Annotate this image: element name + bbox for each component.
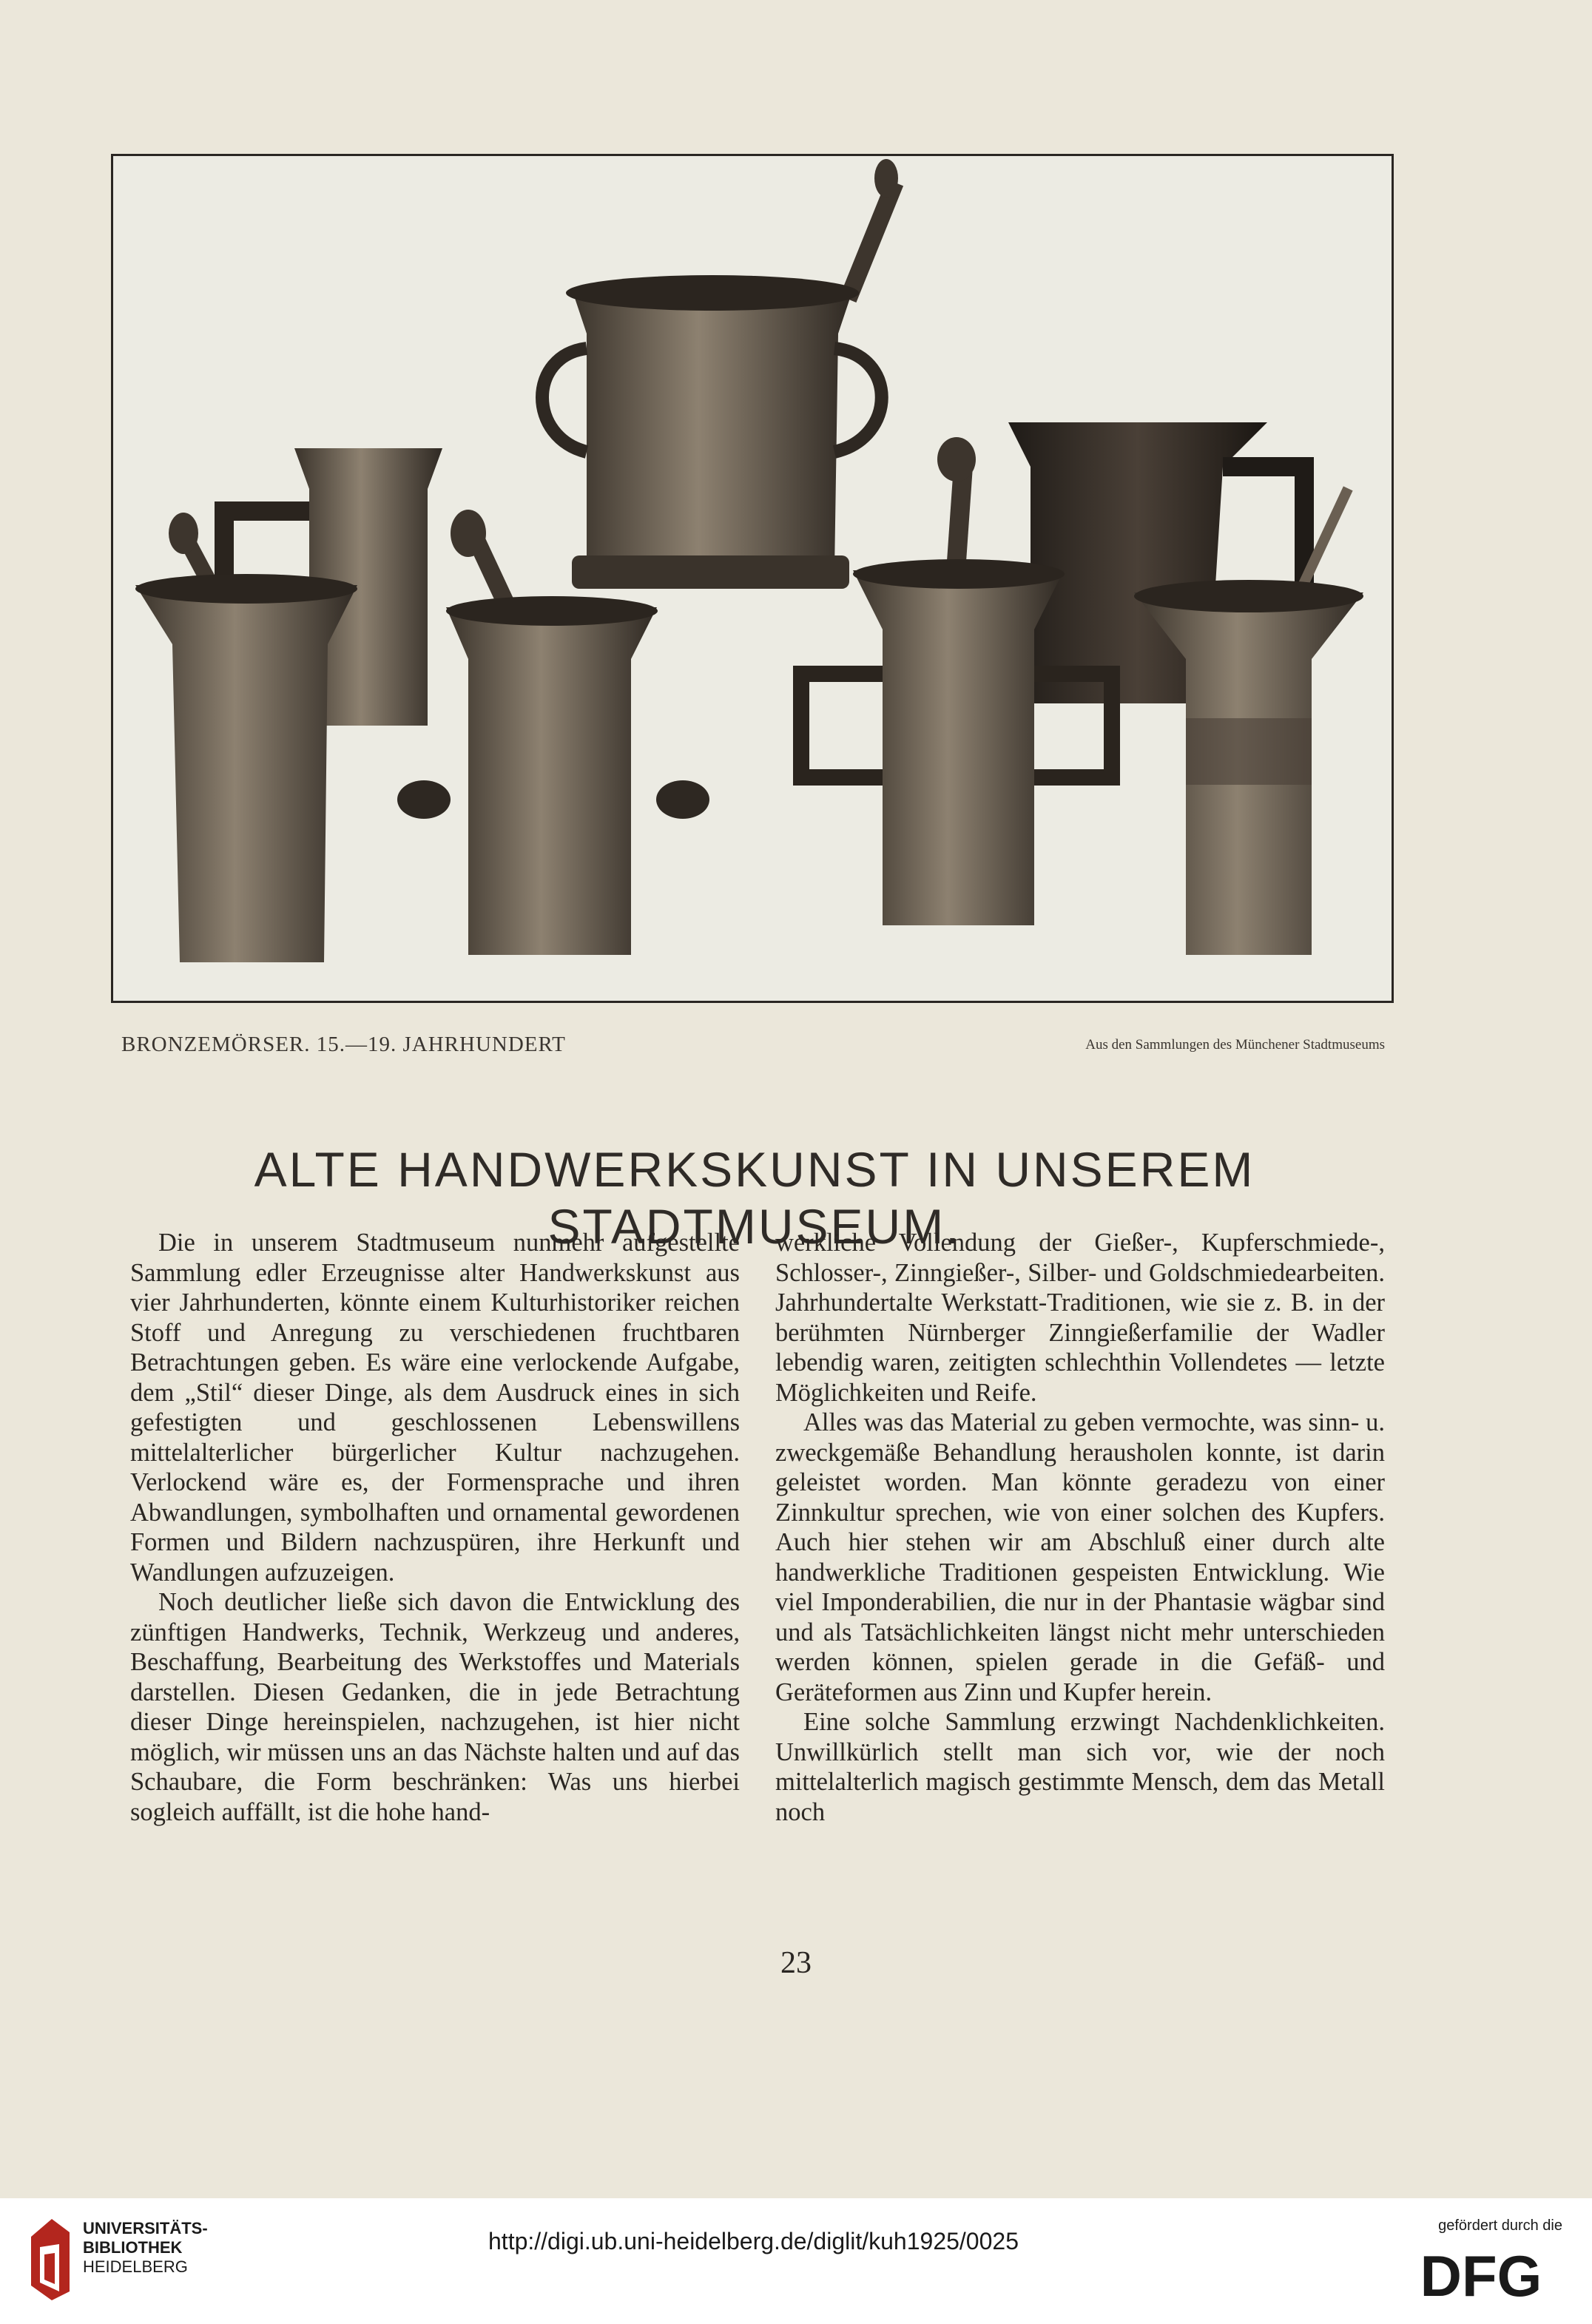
library-line-3: HEIDELBERG	[83, 2257, 188, 2276]
dfg-logo-icon[interactable]	[1400, 2246, 1562, 2305]
bronze-mortars-photo-icon	[113, 156, 1392, 1001]
paragraph-text: Noch deutlicher ließe sich davon die Entwicklung des zünftigen Handwerks, Technik, Werkzeug und anderes, Beschaffung, Bearbeitung des Werkstoffes und Materials darstellen. Diesen Gedanken, die in jede Betrachtung dieser Dinge hereinspielen, nachzugehen, ist hier nicht möglich, wir müssen uns an das Nächste halten und auf das Schaubare, die Form beschränken: Was uns hierbei sogleich auffällt, ist die hohe hand-	[130, 1588, 740, 1826]
paragraph	[775, 1408, 1385, 1707]
article-column-left	[130, 1228, 740, 1827]
footer-bar	[0, 2198, 1592, 2324]
dfg-logo-text: DFG	[1420, 2246, 1542, 2305]
paragraph-text: Eine solche Sammlung erzwingt Nachdenklichkeiten. Unwillkürlich stellt man sich vor, wie der noch mittelalterlich magisch gestimmte Mensch, dem das Metall noch	[775, 1708, 1385, 1826]
paragraph	[775, 1228, 1385, 1408]
permalink-url[interactable]: http://digi.ub.uni-heidelberg.de/diglit/kuh1925/0025	[488, 2228, 1019, 2254]
photo-caption: BRONZEMÖRSER. 15.—19. JAHRHUNDERT	[121, 1033, 566, 1056]
paragraph-text: werkliche Vollendung der Gießer-, Kupferschmiede-, Schlosser-, Zinngießer-, Silber- und Goldschmiedearbeiten. Jahrhundertalte Werkstatt-Traditionen, wie sie z. B. in der berühmten Nürnberger Zinngießerfamilie der Wadler lebendig waren, zeitigten schlechthin Vollendetes — letzte Möglichkeiten und Reife.	[775, 1229, 1385, 1407]
library-line-2: BIBLIOTHEK	[83, 2238, 183, 2257]
page-number: 23	[780, 1946, 812, 1980]
article-title-line-1: ALTE HANDWERKSKUNST IN UNSEREM	[254, 1142, 1255, 1198]
university-library-logo-icon[interactable]	[27, 2215, 74, 2303]
article-column-right	[775, 1228, 1385, 1827]
library-line-1: UNIVERSITÄTS-	[83, 2219, 208, 2237]
paragraph	[130, 1228, 740, 1587]
library-name	[83, 2219, 208, 2277]
photo-credit: Aus den Sammlungen des Münchener Stadtmuseums	[1085, 1037, 1385, 1053]
paragraph	[775, 1707, 1385, 1827]
funding-note: gefördert durch die	[1438, 2217, 1562, 2234]
paragraph-text: Alles was das Material zu geben vermochte, was sinn- u. zweckgemäße Behandlung herausholen konnte, ist darin geleistet worden. Man könnte geradezu von einer Zinnkultur sprechen, wie von einer solchen des Kupfers. Auch hier stehen wir am Abschluß einer durch alte handwerkliche Traditionen gespeisten Entwicklung. Wie viel Imponderabilien, die nur in der Phantasie wägbar sind und als Tatsächlichkeiten längst nicht mehr unterschieden werden können, spielen gerade in die Gefäß- und Geräteformen aus Zinn und Kupfer herein.	[775, 1408, 1385, 1706]
article-title-line-2: STADTMUSEUM.	[547, 1199, 962, 1254]
paragraph-text: Die in unserem Stadtmuseum nunmehr aufgestellte Sammlung edler Erzeugnisse alter Handwerkskunst aus vier Jahrhunderten, könnte einem Kulturhistoriker reichen Stoff und Anregung zu verschiedenen fruchtbaren Betrachtungen geben. Es wäre eine verlockende Aufgabe, dem „Stil“ dieser Dinge, als dem Ausdruck eines in sich gefestigten und geschlossenen Lebenswillens mittelalterlicher bürgerlicher Kultur nachzugehen. Verlockend wäre es, der Formensprache und ihren Abwandlungen, symbolhaften und ornamental gewordenen Formen und Bildern nachzuspüren, ihre Herkunft und Wandlungen aufzuzeigen.	[130, 1229, 740, 1587]
mortars-photo	[111, 154, 1394, 1003]
paragraph	[130, 1587, 740, 1827]
